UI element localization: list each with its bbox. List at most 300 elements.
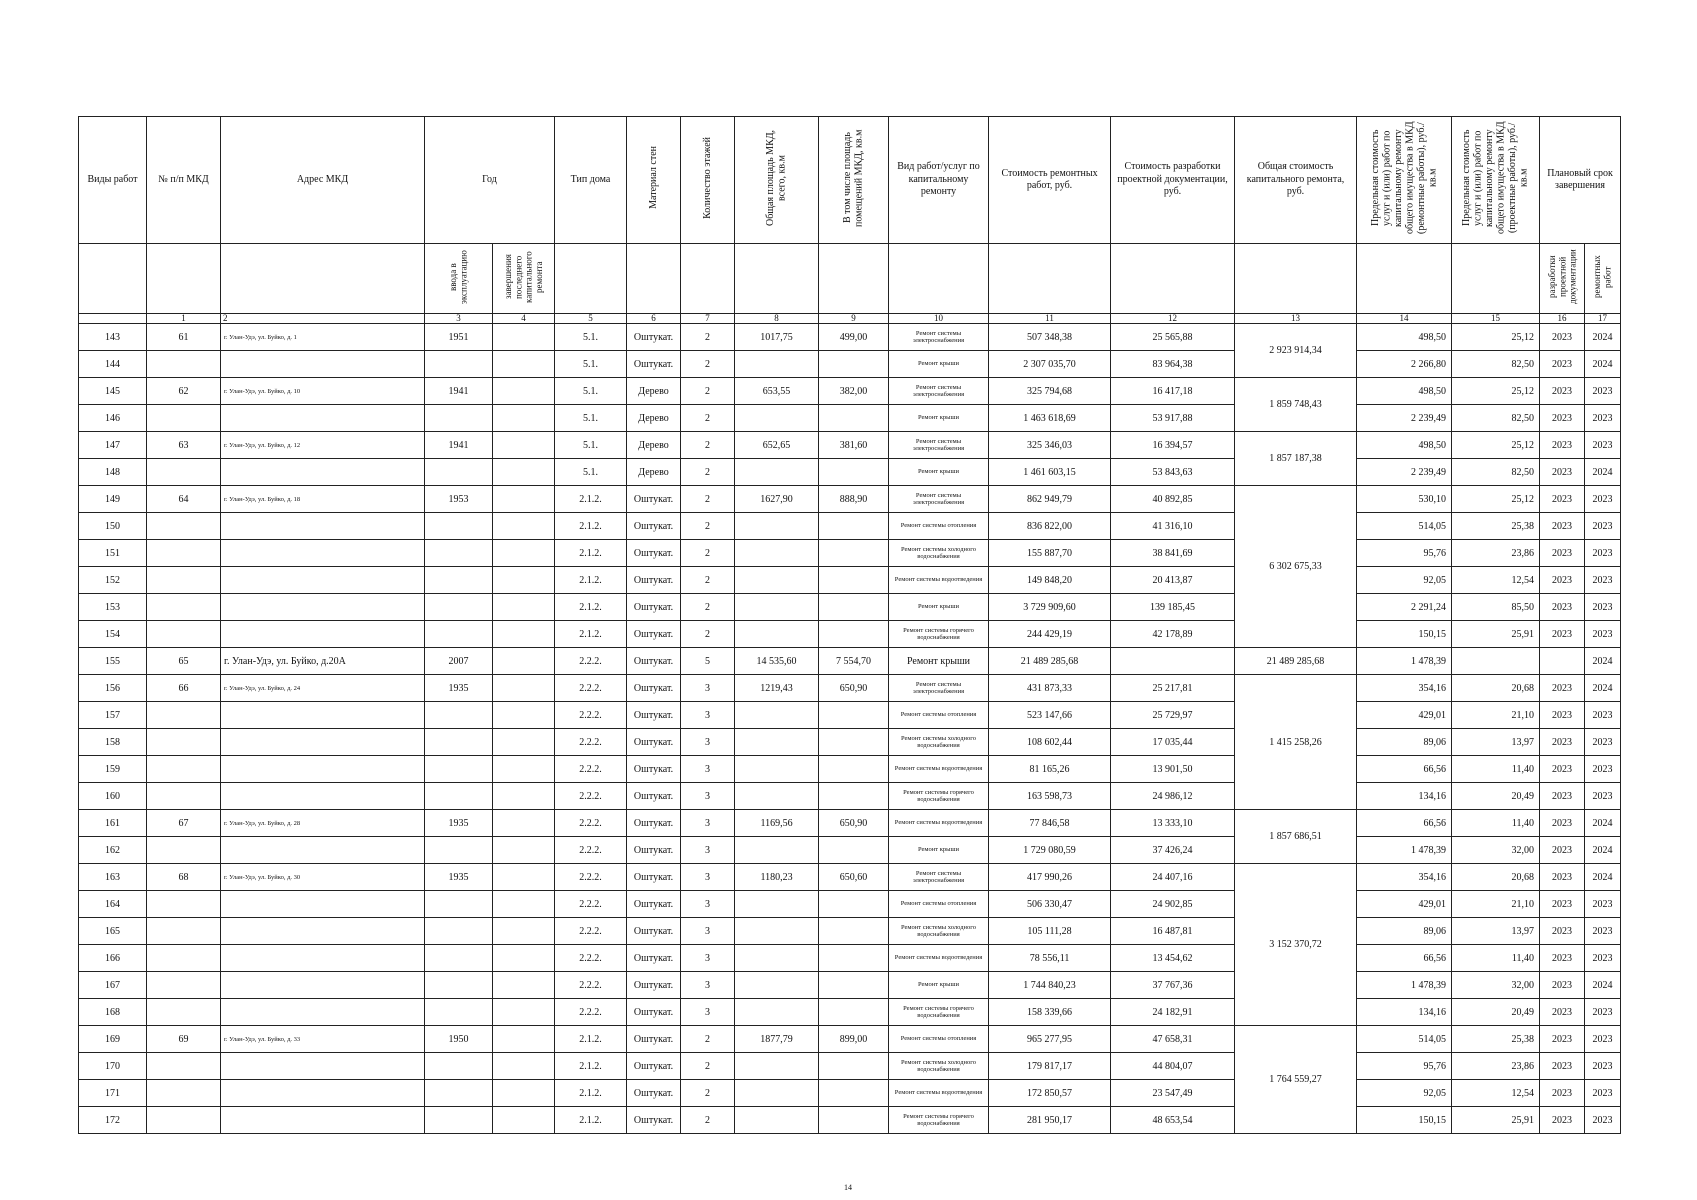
cell-house-type: 2.1.2.: [555, 486, 627, 513]
cell-house-type: 5.1.: [555, 324, 627, 351]
cell-plan-repair-year: 2024: [1585, 837, 1621, 864]
column-number: 8: [735, 314, 819, 324]
header-floors-text: Количество этажей: [701, 136, 713, 219]
cell-design-cost: 42 178,89: [1111, 621, 1235, 648]
cell-year-commission: 1935: [425, 810, 493, 837]
cell-limit-design: 11,40: [1452, 756, 1540, 783]
cell-total-area: [735, 999, 819, 1026]
cell-plan-repair-year: 2023: [1585, 1026, 1621, 1053]
header-wall-material-text: Материал стен: [647, 146, 659, 210]
cell-wall-material: Оштукат.: [627, 567, 681, 594]
cell-limit-design: 21,10: [1452, 702, 1540, 729]
column-number: 4: [493, 314, 555, 324]
cell-limit-repair: 514,05: [1357, 513, 1452, 540]
page-number: 14: [844, 1183, 852, 1192]
cell-year-last-repair: [493, 351, 555, 378]
cell-floors: 2: [681, 621, 735, 648]
subheader-row: [79, 244, 1621, 314]
cell-repair-cost: 2 307 035,70: [989, 351, 1111, 378]
cell-floors: 3: [681, 891, 735, 918]
cell-limit-design: 25,12: [1452, 432, 1540, 459]
cell-year-commission: [425, 351, 493, 378]
cell-work-kind: Ремонт системы холодного водоснабжения: [889, 729, 989, 756]
cell-house-type: 5.1.: [555, 378, 627, 405]
cell-plan-design-year: 2023: [1540, 405, 1585, 432]
cell-work-number: 157: [79, 702, 147, 729]
cell-house-type: 2.1.2.: [555, 1107, 627, 1134]
header-plan-deadline: Плановый срок завершения: [1540, 117, 1621, 244]
cell-year-last-repair: [493, 324, 555, 351]
cell-house-type: 2.2.2.: [555, 702, 627, 729]
cell-mkd-number: 66: [147, 675, 221, 702]
cell-mkd-number: [147, 702, 221, 729]
cell-mkd-number: 61: [147, 324, 221, 351]
cell-mkd-number: [147, 891, 221, 918]
cell-mkd-number: [147, 513, 221, 540]
cell-house-type: 2.1.2.: [555, 540, 627, 567]
cell-limit-repair: 1 478,39: [1357, 972, 1452, 999]
table-row: [79, 756, 1621, 783]
cell-design-cost: 83 964,38: [1111, 351, 1235, 378]
cell-address: [221, 513, 425, 540]
cell-repair-cost: 179 817,17: [989, 1053, 1111, 1080]
cell-address: [221, 918, 425, 945]
cell-address: г. Улан-Удэ, ул. Буйко, д. 10: [221, 378, 425, 405]
cell-wall-material: Оштукат.: [627, 648, 681, 675]
cell-address: г. Улан-Удэ, ул. Буйко, д. 12: [221, 432, 425, 459]
cell-wall-material: Оштукат.: [627, 999, 681, 1026]
cell-year-commission: 1941: [425, 432, 493, 459]
table-row: [79, 945, 1621, 972]
cell-house-type: 2.1.2.: [555, 594, 627, 621]
subheader-empty-13: [1111, 244, 1235, 314]
table-row: [79, 729, 1621, 756]
cell-work-number: 156: [79, 675, 147, 702]
header-total-area: [735, 117, 819, 244]
cell-work-number: 171: [79, 1080, 147, 1107]
subheader-empty-3: [221, 244, 425, 314]
cell-work-kind: Ремонт системы электроснабжения: [889, 324, 989, 351]
cell-design-cost: 16 417,18: [1111, 378, 1235, 405]
cell-repair-cost: 965 277,95: [989, 1026, 1111, 1053]
cell-work-number: 152: [79, 567, 147, 594]
cell-plan-design-year: 2023: [1540, 1107, 1585, 1134]
cell-total-cost: 1 857 686,51: [1235, 810, 1357, 864]
cell-plan-design-year: 2023: [1540, 567, 1585, 594]
cell-wall-material: Оштукат.: [627, 1053, 681, 1080]
cell-floors: 2: [681, 378, 735, 405]
subheader-plan-repair: [1585, 244, 1621, 314]
cell-repair-cost: 507 348,38: [989, 324, 1111, 351]
cell-floors: 3: [681, 837, 735, 864]
cell-limit-repair: 92,05: [1357, 1080, 1452, 1107]
cell-year-commission: [425, 999, 493, 1026]
cell-plan-design-year: 2023: [1540, 972, 1585, 999]
cell-work-kind: Ремонт системы водоотведения: [889, 756, 989, 783]
table-row: [79, 1053, 1621, 1080]
cell-floors: 2: [681, 324, 735, 351]
cell-work-number: 148: [79, 459, 147, 486]
cell-work-kind: Ремонт крыши: [889, 405, 989, 432]
cell-mkd-number: 69: [147, 1026, 221, 1053]
cell-limit-repair: 354,16: [1357, 675, 1452, 702]
cell-repair-cost: 431 873,33: [989, 675, 1111, 702]
cell-year-last-repair: [493, 648, 555, 675]
cell-house-type: 2.2.2.: [555, 918, 627, 945]
cell-address: [221, 891, 425, 918]
cell-limit-repair: 2 291,24: [1357, 594, 1452, 621]
cell-year-last-repair: [493, 1053, 555, 1080]
cell-year-commission: [425, 1080, 493, 1107]
cell-mkd-number: [147, 918, 221, 945]
cell-year-commission: [425, 567, 493, 594]
cell-plan-repair-year: 2023: [1585, 783, 1621, 810]
cell-repair-cost: 77 846,58: [989, 810, 1111, 837]
cell-work-number: 151: [79, 540, 147, 567]
cell-limit-design: 25,38: [1452, 1026, 1540, 1053]
subheader-empty-8: [681, 244, 735, 314]
cell-total-area: 1627,90: [735, 486, 819, 513]
cell-design-cost: 37 767,36: [1111, 972, 1235, 999]
cell-floors: 3: [681, 783, 735, 810]
cell-work-kind: Ремонт системы горячего водоснабжения: [889, 783, 989, 810]
cell-total-area: [735, 540, 819, 567]
cell-house-type: 2.2.2.: [555, 810, 627, 837]
cell-repair-cost: 1 461 603,15: [989, 459, 1111, 486]
cell-mkd-number: 65: [147, 648, 221, 675]
cell-floors: 3: [681, 675, 735, 702]
cell-plan-design-year: 2023: [1540, 756, 1585, 783]
cell-work-kind: Ремонт системы электроснабжения: [889, 675, 989, 702]
cell-design-cost: 53 843,63: [1111, 459, 1235, 486]
cell-address: г. Улан-Удэ, ул. Буйко, д. 30: [221, 864, 425, 891]
table-row: [79, 675, 1621, 702]
cell-plan-design-year: [1540, 648, 1585, 675]
cell-limit-repair: 2 266,80: [1357, 351, 1452, 378]
table-row: [79, 1026, 1621, 1053]
cell-repair-cost: 21 489 285,68: [989, 648, 1111, 675]
header-limit-repair-text: Предельная стоимость услуг и (или) работ по капитальному ремонту общего имущества в МКД (ремонтные работы), руб./кв.м: [1369, 121, 1439, 235]
cell-floors: 3: [681, 918, 735, 945]
cell-limit-repair: 66,56: [1357, 810, 1452, 837]
cell-repair-cost: 3 729 909,60: [989, 594, 1111, 621]
cell-design-cost: 25 565,88: [1111, 324, 1235, 351]
cell-year-commission: [425, 621, 493, 648]
cell-limit-design: 32,00: [1452, 837, 1540, 864]
header-work-type: Виды работ: [79, 117, 147, 244]
cell-design-cost: 37 426,24: [1111, 837, 1235, 864]
subheader-empty-12: [989, 244, 1111, 314]
cell-plan-repair-year: 2023: [1585, 1053, 1621, 1080]
cell-premises-area: [819, 945, 889, 972]
cell-wall-material: Оштукат.: [627, 513, 681, 540]
cell-house-type: 2.2.2.: [555, 756, 627, 783]
cell-mkd-number: 67: [147, 810, 221, 837]
cell-limit-repair: 530,10: [1357, 486, 1452, 513]
cell-limit-design: 11,40: [1452, 945, 1540, 972]
cell-design-cost: 20 413,87: [1111, 567, 1235, 594]
cell-limit-repair: 2 239,49: [1357, 459, 1452, 486]
cell-address: [221, 1107, 425, 1134]
cell-limit-repair: 134,16: [1357, 999, 1452, 1026]
cell-floors: 2: [681, 513, 735, 540]
cell-limit-design: 25,38: [1452, 513, 1540, 540]
cell-year-commission: [425, 945, 493, 972]
cell-work-number: 147: [79, 432, 147, 459]
cell-mkd-number: [147, 1053, 221, 1080]
cell-work-number: 169: [79, 1026, 147, 1053]
cell-premises-area: [819, 783, 889, 810]
cell-design-cost: 40 892,85: [1111, 486, 1235, 513]
cell-design-cost: 25 729,97: [1111, 702, 1235, 729]
cell-year-commission: [425, 459, 493, 486]
cell-year-last-repair: [493, 513, 555, 540]
cell-plan-design-year: 2023: [1540, 324, 1585, 351]
cell-floors: 2: [681, 351, 735, 378]
cell-address: г. Улан-Удэ, ул. Буйко, д. 18: [221, 486, 425, 513]
table-row: [79, 999, 1621, 1026]
cell-plan-repair-year: 2024: [1585, 864, 1621, 891]
cell-floors: 2: [681, 405, 735, 432]
table-row: [79, 432, 1621, 459]
cell-total-cost: 1 764 559,27: [1235, 1026, 1357, 1134]
cell-total-area: [735, 567, 819, 594]
cell-limit-repair: 89,06: [1357, 918, 1452, 945]
cell-limit-design: [1452, 648, 1540, 675]
header-premises-area: [819, 117, 889, 244]
cell-design-cost: 13 333,10: [1111, 810, 1235, 837]
table-row: [79, 594, 1621, 621]
cell-year-last-repair: [493, 432, 555, 459]
cell-house-type: 2.2.2.: [555, 648, 627, 675]
cell-house-type: 2.2.2.: [555, 675, 627, 702]
cell-house-type: 2.2.2.: [555, 972, 627, 999]
cell-work-kind: Ремонт системы отопления: [889, 702, 989, 729]
column-number: 12: [1111, 314, 1235, 324]
cell-limit-design: 21,10: [1452, 891, 1540, 918]
cell-year-commission: [425, 513, 493, 540]
cell-limit-repair: 95,76: [1357, 540, 1452, 567]
cell-total-cost: 2 923 914,34: [1235, 324, 1357, 378]
cell-house-type: 2.1.2.: [555, 567, 627, 594]
cell-plan-repair-year: 2023: [1585, 1107, 1621, 1134]
table-body: [79, 324, 1621, 1134]
cell-premises-area: [819, 729, 889, 756]
table-row: [79, 459, 1621, 486]
cell-house-type: 2.2.2.: [555, 864, 627, 891]
cell-design-cost: [1111, 648, 1235, 675]
cell-year-last-repair: [493, 972, 555, 999]
cell-plan-design-year: 2023: [1540, 621, 1585, 648]
cell-plan-repair-year: 2023: [1585, 702, 1621, 729]
cell-house-type: 2.2.2.: [555, 891, 627, 918]
cell-design-cost: 16 487,81: [1111, 918, 1235, 945]
cell-address: [221, 540, 425, 567]
column-number: 2: [221, 314, 425, 324]
cell-plan-design-year: 2023: [1540, 432, 1585, 459]
cell-mkd-number: 62: [147, 378, 221, 405]
cell-repair-cost: 158 339,66: [989, 999, 1111, 1026]
table-row: [79, 648, 1621, 675]
cell-repair-cost: 78 556,11: [989, 945, 1111, 972]
cell-house-type: 2.2.2.: [555, 729, 627, 756]
cell-plan-design-year: 2023: [1540, 891, 1585, 918]
cell-house-type: 2.1.2.: [555, 621, 627, 648]
cell-plan-design-year: 2023: [1540, 837, 1585, 864]
column-number: 15: [1452, 314, 1540, 324]
cell-limit-repair: 2 239,49: [1357, 405, 1452, 432]
cell-wall-material: Оштукат.: [627, 918, 681, 945]
cell-work-number: 145: [79, 378, 147, 405]
cell-wall-material: Оштукат.: [627, 702, 681, 729]
cell-plan-design-year: 2023: [1540, 486, 1585, 513]
cell-limit-design: 20,49: [1452, 999, 1540, 1026]
cell-limit-design: 25,91: [1452, 621, 1540, 648]
cell-limit-design: 11,40: [1452, 810, 1540, 837]
cell-total-area: [735, 594, 819, 621]
cell-floors: 5: [681, 648, 735, 675]
cell-year-last-repair: [493, 810, 555, 837]
cell-work-number: 153: [79, 594, 147, 621]
cell-year-last-repair: [493, 567, 555, 594]
cell-wall-material: Оштукат.: [627, 729, 681, 756]
cell-limit-design: 25,12: [1452, 486, 1540, 513]
cell-limit-design: 25,12: [1452, 324, 1540, 351]
cell-year-last-repair: [493, 459, 555, 486]
cell-limit-design: 82,50: [1452, 351, 1540, 378]
cell-address: [221, 837, 425, 864]
cell-address: [221, 405, 425, 432]
cell-house-type: 2.1.2.: [555, 1026, 627, 1053]
cell-plan-design-year: 2023: [1540, 1053, 1585, 1080]
table-row: [79, 837, 1621, 864]
cell-total-area: [735, 945, 819, 972]
subheader-year-last-repair-text: завершения последнего капитального ремонта: [502, 251, 544, 303]
cell-limit-repair: 1 478,39: [1357, 837, 1452, 864]
cell-plan-design-year: 2023: [1540, 1080, 1585, 1107]
cell-premises-area: [819, 756, 889, 783]
subheader-empty-15: [1357, 244, 1452, 314]
cell-premises-area: 899,00: [819, 1026, 889, 1053]
cell-premises-area: [819, 1053, 889, 1080]
cell-limit-repair: 150,15: [1357, 621, 1452, 648]
cell-mkd-number: [147, 729, 221, 756]
cell-floors: 2: [681, 594, 735, 621]
header-repair-cost: Стоимость ремонтных работ, руб.: [989, 117, 1111, 244]
cell-plan-design-year: 2023: [1540, 810, 1585, 837]
cell-design-cost: 24 986,12: [1111, 783, 1235, 810]
cell-plan-design-year: 2023: [1540, 594, 1585, 621]
cell-house-type: 5.1.: [555, 405, 627, 432]
cell-repair-cost: 325 346,03: [989, 432, 1111, 459]
cell-work-kind: Ремонт системы холодного водоснабжения: [889, 918, 989, 945]
cell-year-last-repair: [493, 891, 555, 918]
capital-repair-sheet: [78, 116, 1620, 1134]
cell-design-cost: 24 407,16: [1111, 864, 1235, 891]
cell-house-type: 2.1.2.: [555, 1053, 627, 1080]
cell-floors: 3: [681, 729, 735, 756]
cell-limit-repair: 66,56: [1357, 756, 1452, 783]
cell-year-commission: [425, 405, 493, 432]
cell-year-last-repair: [493, 405, 555, 432]
header-limit-design: [1452, 117, 1540, 244]
cell-repair-cost: 155 887,70: [989, 540, 1111, 567]
cell-premises-area: 499,00: [819, 324, 889, 351]
cell-plan-repair-year: 2024: [1585, 972, 1621, 999]
cell-work-kind: Ремонт крыши: [889, 837, 989, 864]
cell-design-cost: 53 917,88: [1111, 405, 1235, 432]
cell-year-commission: [425, 729, 493, 756]
cell-mkd-number: [147, 999, 221, 1026]
cell-year-last-repair: [493, 621, 555, 648]
cell-wall-material: Оштукат.: [627, 675, 681, 702]
cell-total-area: 653,55: [735, 378, 819, 405]
table-row: [79, 567, 1621, 594]
cell-premises-area: 650,90: [819, 810, 889, 837]
cell-total-cost: 6 302 675,33: [1235, 486, 1357, 648]
cell-floors: 3: [681, 756, 735, 783]
cell-plan-design-year: 2023: [1540, 540, 1585, 567]
cell-design-cost: 139 185,45: [1111, 594, 1235, 621]
column-number-row: [79, 314, 1621, 324]
cell-plan-design-year: 2023: [1540, 999, 1585, 1026]
cell-limit-design: 12,54: [1452, 1080, 1540, 1107]
cell-premises-area: [819, 702, 889, 729]
subheader-empty-14: [1235, 244, 1357, 314]
cell-premises-area: [819, 405, 889, 432]
cell-wall-material: Оштукат.: [627, 594, 681, 621]
cell-plan-repair-year: 2023: [1585, 918, 1621, 945]
cell-wall-material: Оштукат.: [627, 972, 681, 999]
cell-plan-repair-year: 2023: [1585, 756, 1621, 783]
cell-mkd-number: [147, 459, 221, 486]
cell-wall-material: Дерево: [627, 378, 681, 405]
cell-work-kind: Ремонт системы электроснабжения: [889, 486, 989, 513]
column-number: 13: [1235, 314, 1357, 324]
cell-year-commission: [425, 756, 493, 783]
cell-year-commission: [425, 891, 493, 918]
cell-total-cost: 3 152 370,72: [1235, 864, 1357, 1026]
cell-year-last-repair: [493, 999, 555, 1026]
table-row: [79, 513, 1621, 540]
cell-limit-repair: 429,01: [1357, 702, 1452, 729]
cell-year-last-repair: [493, 729, 555, 756]
table-row: [79, 540, 1621, 567]
column-number: 14: [1357, 314, 1452, 324]
cell-repair-cost: 244 429,19: [989, 621, 1111, 648]
subheader-empty-1: [79, 244, 147, 314]
cell-design-cost: 48 653,54: [1111, 1107, 1235, 1134]
cell-work-kind: Ремонт системы горячего водоснабжения: [889, 1107, 989, 1134]
cell-work-kind: Ремонт крыши: [889, 972, 989, 999]
cell-plan-repair-year: 2023: [1585, 540, 1621, 567]
header-premises-area-text: В том числе площадь помещений МКД, кв.м: [842, 129, 865, 227]
cell-plan-repair-year: 2024: [1585, 351, 1621, 378]
cell-repair-cost: 1 729 080,59: [989, 837, 1111, 864]
cell-year-commission: [425, 972, 493, 999]
cell-premises-area: [819, 621, 889, 648]
cell-address: [221, 621, 425, 648]
cell-year-commission: [425, 918, 493, 945]
table-row: [79, 891, 1621, 918]
subheader-plan-repair-text: ремонтных работ: [1592, 255, 1613, 299]
cell-mkd-number: [147, 1107, 221, 1134]
cell-work-kind: Ремонт системы водоотведения: [889, 945, 989, 972]
cell-wall-material: Оштукат.: [627, 864, 681, 891]
cell-year-commission: 1953: [425, 486, 493, 513]
cell-limit-design: 20,49: [1452, 783, 1540, 810]
cell-plan-repair-year: 2024: [1585, 810, 1621, 837]
